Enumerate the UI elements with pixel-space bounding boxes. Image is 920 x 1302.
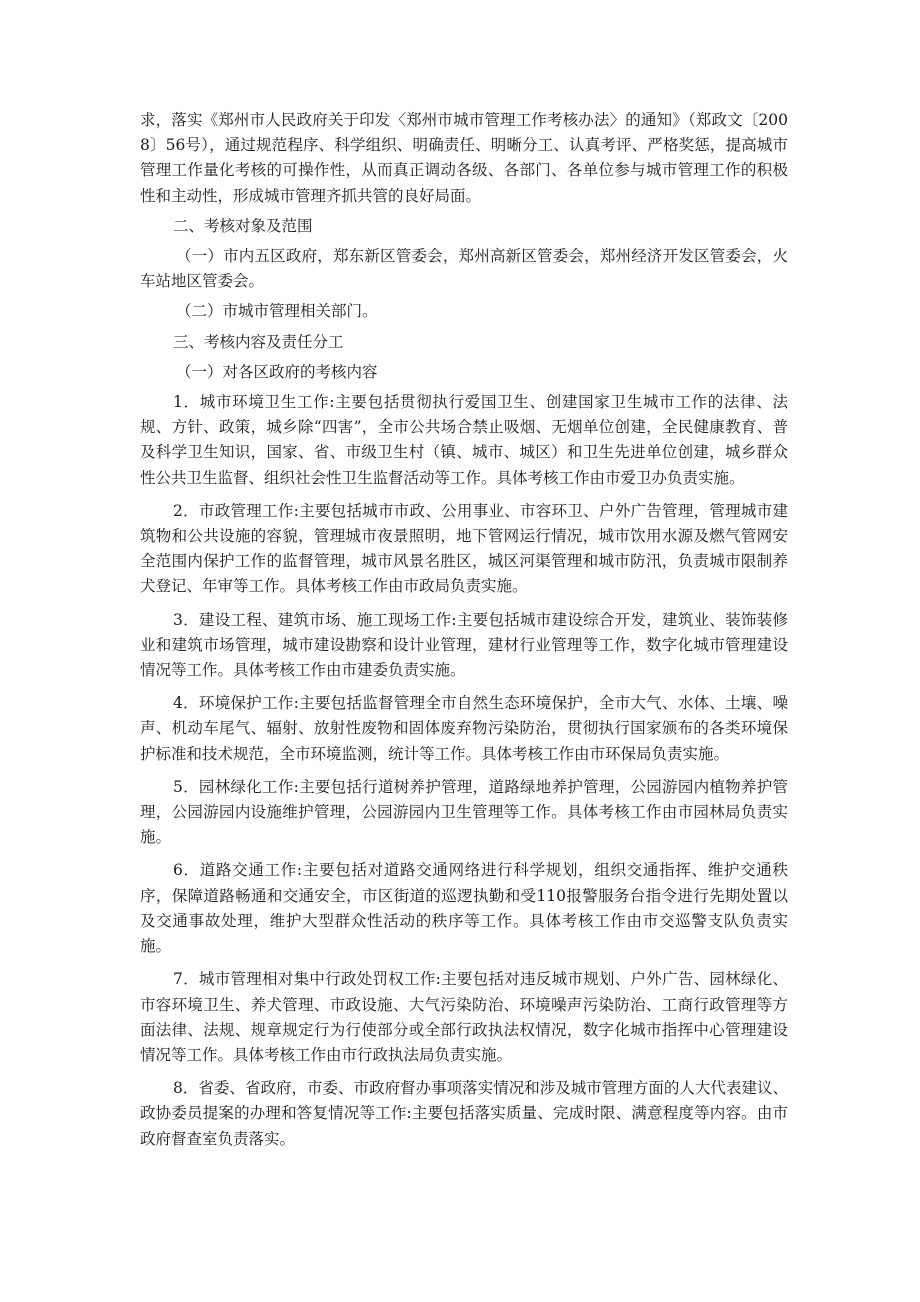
content-item-2: 2．市政管理工作:主要包括城市市政、公用事业、市容环卫、户外广告管理，管理城市建筑物和公共设施的容貌，管理城市夜景照明，地下管网运行情况，城市饮用水源及燃气管网安全范围内保护工作的监督管理，城市风景名胜区，城区河渠管理和城市防汛，负责城市限制养犬登记、年审等工作。具体考核工作由市政局负责实施。: [140, 501, 788, 596]
content-item-6: 6．道路交通工作:主要包括对道路交通网络进行科学规划，组织交通指挥、维护交通秩序，保障道路畅通和交通安全，市区街道的巡逻执勤和受110报警服务台指令进行先期处置以及交通事故处理，维护大型群众性活动的秩序等工作。具体考核工作由市交巡警支队负责实施。: [140, 861, 788, 956]
section-heading-3: 三、考核内容及责任分工: [173, 332, 344, 351]
scope-item-2: （二）市城市管理相关部门。: [176, 302, 378, 321]
content-item-1: 1．城市环境卫生工作:主要包括贯彻执行爱国卫生、创建国家卫生城市工作的法律、法规、方针、政策，城乡除“四害”，全市公共场合禁止吸烟、无烟单位创建，全民健康教育、普及科学卫生知识，国家、省、市级卫生村（镇、城市、城区）和卫生先进单位创建，城乡群众性公共卫生监督、组织社会性卫生监督活动等工作。具体考核工作由市爱卫办负责实施。: [140, 393, 788, 487]
paragraph-intro-continuation: 求，落实《郑州市人民政府关于印发〈郑州市城市管理工作考核办法〉的通知》（郑政文〔2008〕56号），通过规范程序、科学组织、明确责任、明晰分工、认真考评、严格奖惩，提高城市管理工作量化考核的可操作性，从而真正调动各级、各部门、各单位参与城市管理工作的积极性和主动性，形成城市管理齐抓共管的良好局面。: [140, 111, 788, 205]
content-item-5: 5．园林绿化工作:主要包括行道树养护管理，道路绿地养护管理，公园游园内植物养护管理，公园游园内设施维护管理，公园游园内卫生管理等工作。具体考核工作由市园林局负责实施。: [140, 777, 788, 847]
content-item-3: 3．建设工程、建筑市场、施工现场工作:主要包括城市建设综合开发，建筑业、装饰装修业和建筑市场管理，城市建设勘察和设计业管理，建材行业管理等工作，数字化城市管理建设情况等工作。具体考核工作由市建委负责实施。: [140, 610, 788, 680]
section-heading-2: 二、考核对象及范围: [173, 216, 313, 235]
content-item-7: 7．城市管理相对集中行政处罚权工作:主要包括对违反城市规划、户外广告、园林绿化、市容环境卫生、养犬管理、市政设施、大气污染防治、环境噪声污染防治、工商行政管理等方面法律、法规、规章规定行为行使部分或全部行政执法权情况，数字化城市指挥中心管理建设情况等工作。具体考核工作由市行政执法局负责实施。: [140, 970, 788, 1064]
content-item-4: 4．环境保护工作:主要包括监督管理全市自然生态环境保护，全市大气、水体、土壤、噪声、机动车尾气、辐射、放射性废物和固体废弃物污染防治，贯彻执行国家颁布的各类环境保护标准和技术规范，全市环境监测，统计等工作。具体考核工作由市环保局负责实施。: [140, 694, 788, 763]
content-item-8: 8．省委、省政府，市委、市政府督办事项落实情况和涉及城市管理方面的人大代表建议、政协委员提案的办理和答复情况等工作:主要包括落实质量、完成时限、满意程度等内容。由市政府督查室负责落实。: [140, 1079, 788, 1148]
scope-item-1: （一）市内五区政府，郑东新区管委会，郑州高新区管委会，郑州经济开发区管委会，火车站地区管委会。: [140, 247, 788, 291]
subsection-heading-3-1: （一）对各区政府的考核内容: [176, 362, 378, 381]
